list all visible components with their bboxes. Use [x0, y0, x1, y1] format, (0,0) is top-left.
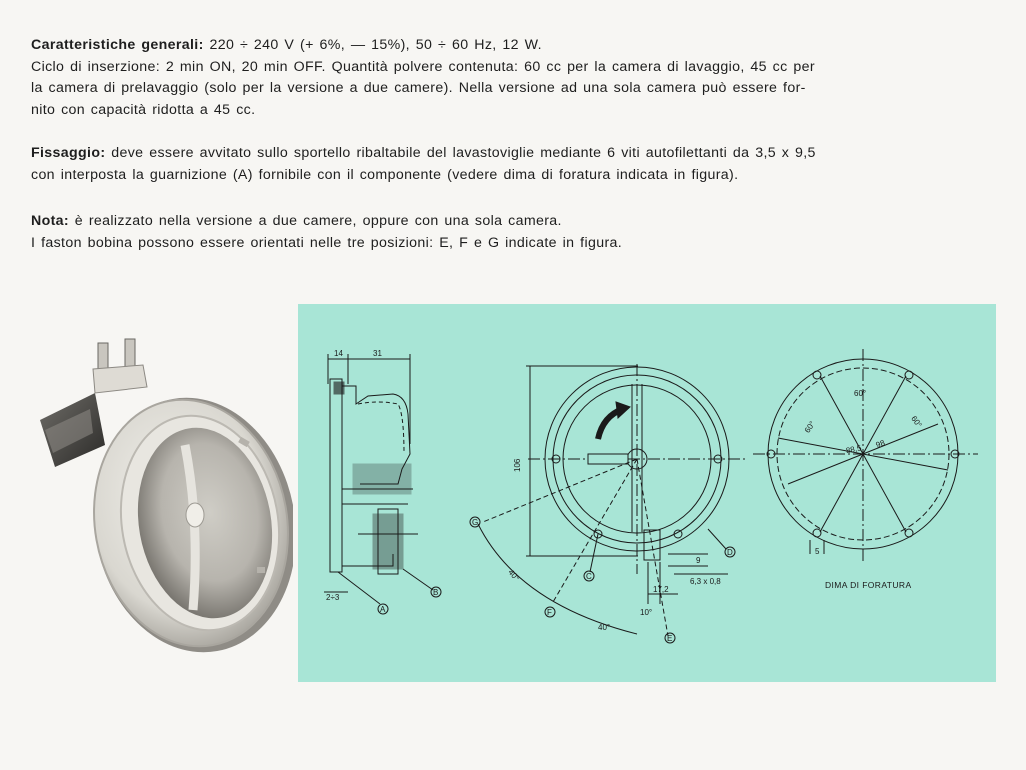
fixing-section	[31, 143, 1001, 186]
dim-tab: 6,3 x 0,8	[690, 577, 721, 586]
dispenser-photo	[35, 335, 293, 660]
template-hole-5: 5	[815, 547, 820, 556]
dim-17-2: 17,2	[653, 585, 669, 594]
technical-drawing	[298, 304, 996, 682]
faston-terminal-icon	[98, 343, 108, 371]
callout-e: E	[667, 634, 673, 643]
fixing-line-2: con interposta la guarnizione (A) fornibile con il componente (vedere dima di foratura indicata in figura).	[31, 166, 739, 183]
callout-d: D	[727, 548, 733, 557]
insertion-cycle-line: Ciclo di inserzione: 2 min ON, 20 min OFF. Quantità polvere contenuta: 60 cc per la camera di lavaggio, 45 cc per	[31, 58, 815, 75]
note-line-1	[31, 211, 1001, 233]
template-angle-right: 60°	[909, 414, 924, 430]
template-dim-98: 98	[874, 438, 887, 450]
angle-10: 10°	[640, 608, 653, 617]
drilling-template-caption: DIMA DI FORATURA	[825, 580, 912, 590]
fixing-label: Fissaggio:	[31, 145, 106, 161]
dim-2-3: 2÷3	[326, 593, 340, 602]
reduced-capacity-line: nito con capacità ridotta a 45 cc.	[31, 101, 256, 118]
note-section	[31, 211, 1001, 254]
dim-31: 31	[373, 349, 382, 358]
dim-106: 106	[513, 458, 522, 472]
fixing-text: deve essere avvitato sullo sportello ribaltabile del lavastoviglie mediante 6 viti autofilettanti da 3,5 x 9,5	[105, 145, 816, 161]
faston-terminal-icon	[125, 339, 135, 369]
general-characteristics-values: 220 ÷ 240 V (+ 6%, — 15%), 50 ÷ 60 Hz, 12 W.	[203, 37, 542, 53]
angle-f-e: 40°	[598, 623, 611, 632]
dim-14: 14	[334, 349, 343, 358]
technical-drawing-panel	[298, 304, 996, 682]
note-text: è realizzato nella versione a due camere, oppure con una sola camera.	[69, 213, 562, 229]
prewash-chamber-line: la camera di prelavaggio (solo per la versione a due camere). Nella versione ad una sola camera può essere for-	[31, 80, 806, 96]
faston-line: I faston bobina possono essere orientati nelle tre posizioni: E, F e G indicate in figura.	[31, 234, 623, 251]
callout-b: B	[433, 588, 439, 597]
callout-g: G	[472, 518, 479, 527]
callout-a: A	[380, 605, 386, 614]
general-characteristics-line-1	[31, 35, 1001, 57]
drilling-template-view	[753, 349, 978, 590]
callout-f: F	[547, 608, 552, 617]
template-angle-top: 60°	[854, 389, 867, 398]
template-dim-88-5: 88,5	[845, 443, 863, 456]
callout-c: C	[586, 572, 592, 581]
fixing-line-1	[31, 143, 1001, 165]
front-view	[470, 364, 748, 643]
side-section-view	[324, 349, 441, 614]
general-characteristics-section	[31, 35, 1001, 121]
note-label: Nota:	[31, 213, 70, 229]
template-angle-left: 60°	[802, 419, 818, 435]
angle-g-f: 40°	[506, 567, 522, 583]
general-characteristics-label: Caratteristiche generali:	[31, 37, 204, 53]
dim-9: 9	[696, 556, 701, 565]
